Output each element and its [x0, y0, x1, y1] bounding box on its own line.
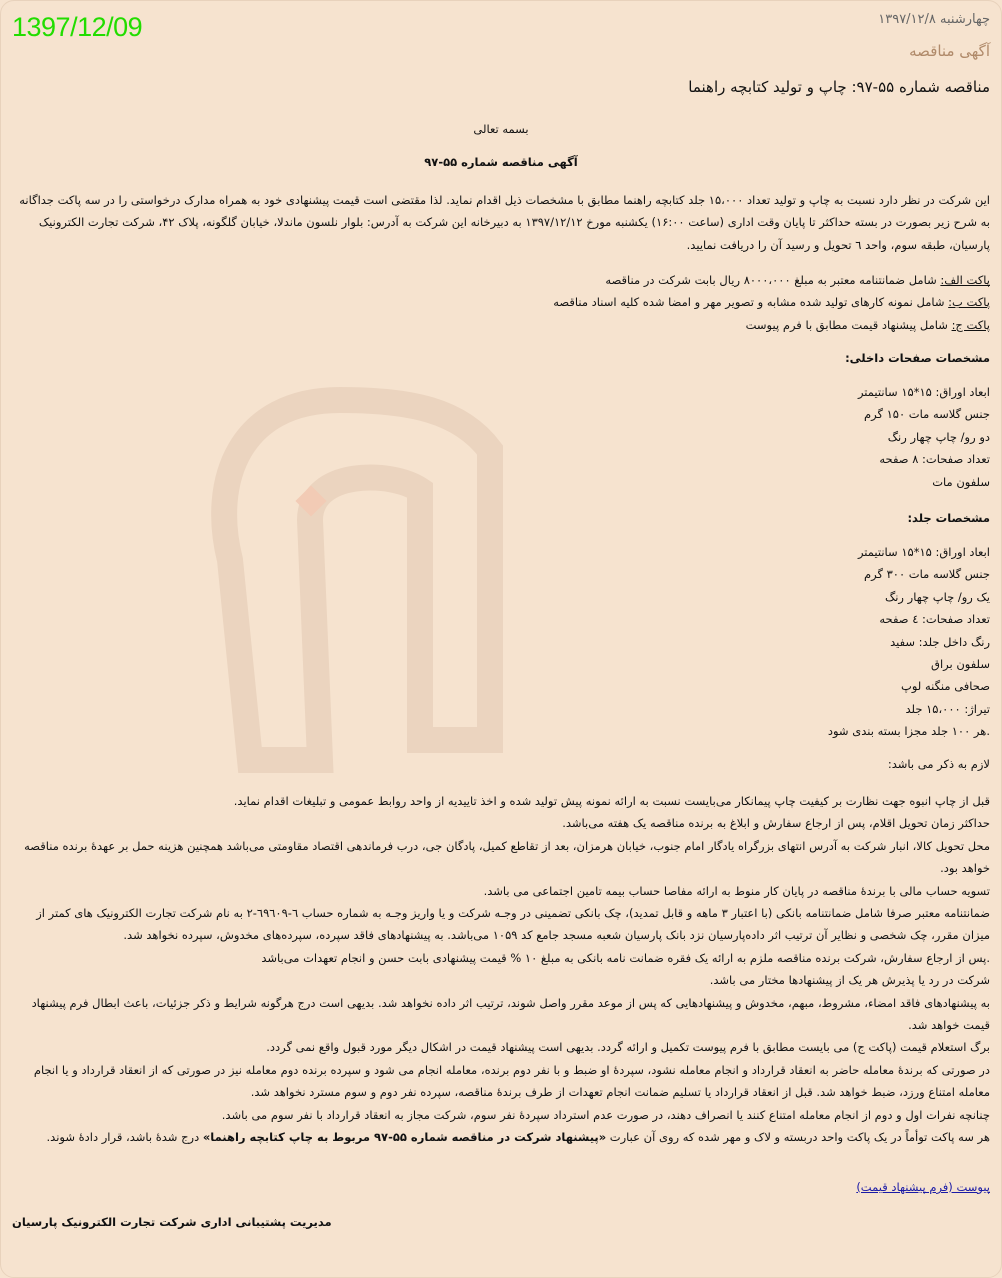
spec-item: سلفون براق	[931, 657, 990, 672]
page-title: مناقصه شماره ۵۵-۹۷: چاپ و تولید کتابچه راهنما	[688, 78, 990, 96]
spec-item: تعداد صفحات: ٤ صفحه	[879, 612, 990, 627]
publish-date: چهارشنبه ۱۳۹۷/۱۲/۸	[878, 12, 990, 27]
note-item: در صورتی که برندهٔ معامله حاضر به انعقاد قرارداد و انجام معامله نشود، سپردهٔ او ضبط و با نفر دوم برنده، معامله انجام می شود و سپرده برنده دوم معامله نیز در صورتی که از انعقاد قرارداد و یا انجام معامله امتناع ورزد، ضبط خواهد شد. قبل از انعقاد قرارداد یا تسلیم ضمانت انجام تعهدات از طرف برندهٔ مناقصه، سپرده نفر دوم و سوم مسترد نخواهد شد.	[33, 1062, 990, 1100]
inner-pages-specs	[10, 381, 990, 493]
note-item: قبل از چاپ انبوه جهت نظارت بر کیفیت چاپ پیمانکار می‌بایست نسبت به ارائه نمونه پیش تولید شده و اخذ تاییدیه از واحد روابط عمومی و تبلیغات اقدام نماید.	[233, 794, 990, 808]
spec-item: صحافی منگنه لوپ	[901, 679, 990, 694]
packet-item: پاکت الف: شامل ضمانتنامه معتبر به مبلغ ۸۰۰۰،۰۰۰ ریال بابت شرکت در مناقصه	[605, 273, 990, 287]
spec-item: دو رو/ چاپ چهار رنگ	[887, 429, 990, 444]
note-item: حداکثر زمان تحویل اقلام، پس از ارجاع سفارش و ابلاغ به برنده مناقصه یک هفته می‌باشد.	[562, 816, 990, 831]
notes-list	[10, 790, 990, 1149]
note-item: چنانچه نفرات اول و دوم از انجام معامله امتناع کنند یا انصراف دهند، در صورت عدم استرداد سپردهٔ نفر سوم، شرکت مجاز به انعقاد قرارداد با نفر سوم می باشد.	[221, 1107, 990, 1122]
note-item: هر سه پاکت توأماً در یک پاکت واحد دربسته و لاک و مهر شده که روی آن عبارت «پیشنهاد شرکت در مناقصه شماره ۵۵-۹۷ مربوط به چاپ کتابچه راهنما» درج شدهٔ باشد، قرار دادهٔ شوند.	[46, 1130, 990, 1145]
spec-item: جنس گلاسه مات ۱۵۰ گرم	[864, 407, 990, 422]
packet-item: پاکت ج: شامل پیشنهاد قیمت مطابق با فرم پیوست	[745, 317, 990, 332]
note-item: برگ استعلام قیمت (پاکت ج) می بایست مطابق با فرم پیوست تکمیل و ارائه گردد. بدیهی است پیشنهاد قیمت در اشکال دیگر مورد قبول واقع نمی گردد.	[266, 1040, 990, 1055]
bismillah: بسمه تعالی	[473, 122, 529, 136]
attachment	[10, 1176, 990, 1198]
cover-heading: مشخصات جلد:	[907, 511, 990, 525]
intro-paragraph: این شرکت در نظر دارد نسبت به چاپ و تولید تعداد ۱۵،۰۰۰ جلد کتابچه راهنما مطابق با مشخصات ذیل اقدام نماید. لذا مقتضی است قیمت پیشنهادی خود به همراه مدارک درخواستی را در سه پاکت جداگانه به شرح زیر بصورت در بسته حداکثر تا پایان وقت اداری (ساعت ۱۶:۰۰) یکشنبه مورخ ۱۳۹۷/۱۲/۱۲ به دبیرخانه این شرکت به آدرس: بلوار نلسون ماندلا، خیابان گلگونه، پلاک ۴۲، شرکت تجارت الکترونیک پارسیان، طبقه سوم، واحد ٦ تحویل و رسید آن را دریافت نمایید.	[19, 193, 990, 252]
inner-pages-heading: مشخصات صفحات داخلی:	[845, 351, 990, 365]
spec-item: ابعاد اوراق: ۱۵*۱۵ سانتیمتر	[857, 545, 990, 559]
note-item: ضمانتنامه معتبر صرفا شامل ضمانتنامه بانکی (با اعتبار ۳ ماهه و قابل تمدید)، چک بانکی تضمینی در وجـه شرکت و یا واریز وجـه به شماره حساب ٦-٦٩٦٠٩-٢ به نام شرکت تجارت الکترونیک های کمتر از میزان مقرر، چک شخصی و نظایر آن ترتیب اثر داده‌پارسیان نزد بانک پارسیان شعبه مسجد جامع کد ۱۰۵۹ می‌باشد. به پیشنهادهای فاقد سپرده، سپرده‌های مخدوش، سپرده نخواهد شد.	[36, 906, 990, 943]
spec-item: تیراژ: ۱۵،۰۰۰ جلد	[905, 701, 990, 716]
note-item: تسویه حساب مالی با برندهٔ مناقصه در پایان کار منوط به ارائه مفاصا حساب بیمه تامین اجتماعی می باشد.	[483, 883, 990, 898]
spec-item: سلفون مات	[932, 474, 990, 489]
spec-item: جنس گلاسه مات ۳۰۰ گرم	[864, 567, 990, 582]
note-item: .پس از ارجاع سفارش، شرکت برنده مناقصه ملزم به ارائه یک فقره ضمانت نامه بانکی به مبلغ ۱۰ % قیمت پیشنهادی بابت حسن و انجام تعهدات می‌باشد	[261, 950, 990, 965]
spec-item: .هر ۱۰۰ جلد مجزا بسته بندی شود	[827, 724, 990, 739]
category-label: آگهی مناقصه	[909, 42, 990, 60]
spec-item: یک رو/ چاپ چهار رنگ	[884, 589, 990, 604]
spec-item: ابعاد اوراق: ۱۵*۱۵ سانتیمتر	[857, 385, 990, 399]
spec-item: تعداد صفحات: ۸ صفحه	[879, 452, 990, 467]
signature: مدیریت پشتیبانی اداری شرکت تجارت الکترونیک پارسیان	[12, 1215, 332, 1229]
notice-heading: آگهی مناقصه شماره ۵۵-۹۷	[424, 155, 578, 169]
packet-item: پاکت ب: شامل نمونه کارهای تولید شده مشابه و تصویر مهر و امضا شده کلیه اسناد مناقصه	[553, 295, 990, 310]
packets-list	[10, 269, 990, 336]
notes-heading: لازم به ذکر می باشد:	[887, 757, 990, 771]
cover-specs	[10, 541, 990, 743]
note-item: محل تحویل کالا، انبار شرکت به آدرس انتهای بزرگراه یادگار امام جنوب، خیابان هرمزان، بعد از تقاطع کمیل، پادگان جی، درب فرماندهی اقتصاد مقاومتی می‌باشد همچنین هزینه حمل بر عهدهٔ برنده مناقصه خواهد بود.	[24, 838, 990, 876]
attachment-link[interactable]: پیوست (فرم پیشنهاد قیمت)	[856, 1180, 990, 1194]
note-item: به پیشنهادهای فاقد امضاء، مشروط، مبهم، مخدوش و پیشنهادهایی که پس از موعد مقرر واصل شوند، ترتیب اثر داده نخواهد شد. بدیهی است درج هرگونه شرایط و ذکر جزئیات، باعث ابطال فرم پیشنهاد قیمت خواهد شد.	[31, 995, 990, 1033]
date-stamp: 1397/12/09	[12, 12, 143, 42]
spec-item: رنگ داخل جلد: سفید	[890, 634, 990, 649]
note-item: شرکت در رد یا پذیرش هر یک از پیشنهادها مختار می باشد.	[709, 973, 990, 988]
